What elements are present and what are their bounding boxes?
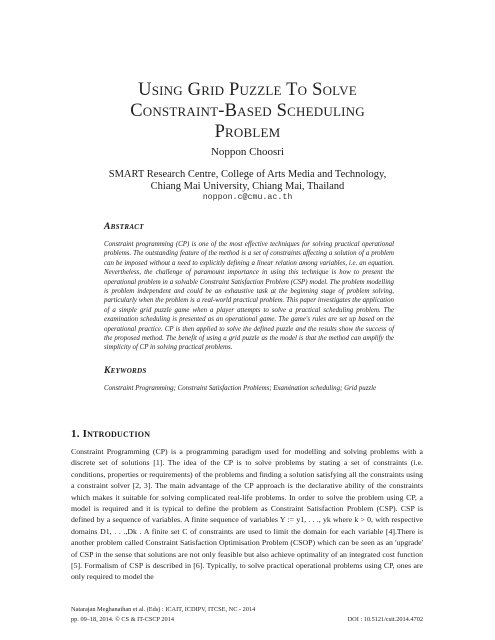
title-line-2: Constraint-Based Scheduling [130, 101, 365, 121]
paper-title [60, 80, 435, 143]
footer-citation [71, 605, 255, 624]
keywords-heading: Keywords [104, 366, 147, 376]
title-line-3: Problem [214, 122, 281, 142]
author-name: Noppon Choosri [210, 146, 285, 158]
affiliation-line-1: SMART Research Centre, College of Arts Media and Technology, [108, 169, 387, 180]
affiliation [0, 169, 495, 193]
keywords-body: Constraint Programming; Constraint Satisfaction Problems; Examination scheduling; Grid puzzle [104, 385, 377, 392]
introduction-body: Constraint Programming (CP) is a programming paradigm used for modelling and solving problems with a discrete set of solutions [1]. The idea of the CP is to solve problems by stating a set of constraints (i.e. conditions, properties or requirements) of the problems and finding a solution satisfying all the constraints using a constraint solver [2, 3]. The main advantage of the CP approach is the declarative ability of the constraints which makes it suitable for solving complicated real-life problems. In order to solve the problem using CP, a model is required and it is typical to define the problem as Constraint Satisfaction Problem (CSP). CSP is defined by a sequence of variables. A finite sequence of variables Y := y1, . . ., yk where k > 0, with respective domains D1, . . .,Dk . A finite set C of constraints are used to limit the domain for each variable [4].There is another problem called Constraint Satisfaction Optimisation Problem (CSOP) which can be seen as an 'upgrade' of CSP in the sense that solutions are not only feasible but also achieve optimality of an integrated cost function [5]. Formalism of CSP is described in [6]. Typically, to solve practical operational problems using CP, ones are only required to model the [71, 447, 423, 582]
footer-doi: DOI : 10.5121/csit.2014.4702 [347, 615, 423, 623]
author-email: noppon.c@cmu.ac.th [202, 193, 293, 202]
footer-pages: pp. 09–18, 2014. © CS & IT-CSCP 2014 [71, 615, 174, 623]
affiliation-line-2: Chiang Mai University, Chiang Mai, Thailand [150, 181, 345, 192]
abstract-heading: Abstract [104, 222, 144, 232]
abstract-body: Constraint programming (CP) is one of the most effective techniques for solving practical operational problems. The outstanding feature of the method is a set of constraints affecting a solution of a problem can be imposed without a need to explicitly defining a linear relation among variables, i.e. an equation. Nevertheless, the challenge of paramount importance in using this technique is how to present the operational problem in a solvable Constraint Satisfaction Problem (CSP) model. The problem modelling is problem independent and could be an exhaustive task at the beginning stage of problem solving, particularly when the problem is a real-world practical problem. This paper investigates the application of a simple grid puzzle game when a player attempts to solve a practical scheduling problem. The examination scheduling is presented as an operational game. The game's rules are set up based on the operational practice. CP is then applied to solve the defined puzzle and the results show the success of the proposed method. The benefit of using a grid puzzle as the model is that the method can amplify the simplicity of CP in solving practical problems. [104, 241, 394, 352]
introduction-heading: 1. Introduction [71, 428, 151, 440]
footer-editors: Natarajan Meghanathan et al. (Eds) : ICAIT, ICDIPV, ITCSE, NC - 2014 [71, 606, 256, 613]
title-line-1: Using Grid Puzzle To Solve [138, 80, 357, 100]
